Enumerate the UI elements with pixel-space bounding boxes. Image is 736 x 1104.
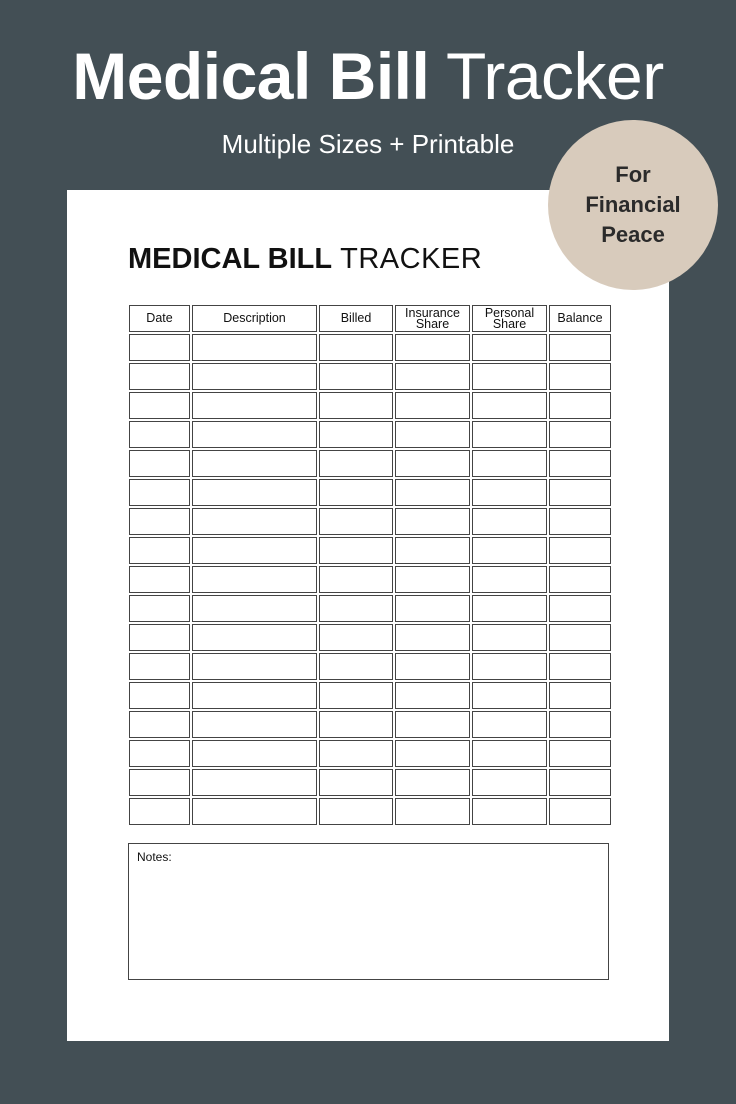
table-row: [129, 450, 611, 477]
cell-description[interactable]: [192, 624, 317, 651]
cell-description[interactable]: [192, 479, 317, 506]
cell-date[interactable]: [129, 334, 190, 361]
cell-insurance-share[interactable]: [395, 363, 470, 390]
cell-billed[interactable]: [319, 653, 393, 680]
cell-personal-share[interactable]: [472, 363, 547, 390]
cell-description[interactable]: [192, 653, 317, 680]
cell-personal-share[interactable]: [472, 566, 547, 593]
table-header-row: [129, 305, 611, 332]
cell-description[interactable]: [192, 798, 317, 825]
banner-title: [0, 38, 736, 114]
cell-description[interactable]: [192, 537, 317, 564]
column-header-billed: Billed: [319, 305, 393, 332]
cell-insurance-share[interactable]: [395, 479, 470, 506]
table-row: [129, 479, 611, 506]
cell-description[interactable]: [192, 595, 317, 622]
table-row: [129, 566, 611, 593]
cell-insurance-share[interactable]: [395, 421, 470, 448]
cell-personal-share[interactable]: [472, 392, 547, 419]
cell-insurance-share[interactable]: [395, 450, 470, 477]
cell-description[interactable]: [192, 392, 317, 419]
cell-insurance-share[interactable]: [395, 624, 470, 651]
column-header-date: Date: [129, 305, 190, 332]
cell-billed[interactable]: [319, 769, 393, 796]
cell-balance[interactable]: [549, 421, 611, 448]
cell-personal-share[interactable]: [472, 537, 547, 564]
badge-line: Peace: [601, 222, 665, 247]
cell-date[interactable]: [129, 392, 190, 419]
cell-billed[interactable]: [319, 537, 393, 564]
cell-personal-share[interactable]: [472, 421, 547, 448]
table-row: [129, 392, 611, 419]
cell-date[interactable]: [129, 450, 190, 477]
sheet-title: [128, 242, 482, 276]
cell-description[interactable]: [192, 363, 317, 390]
cell-balance[interactable]: [549, 392, 611, 419]
cell-balance[interactable]: [549, 595, 611, 622]
sheet-title-bold: MEDICAL BILL: [128, 243, 333, 275]
table-row: [129, 769, 611, 796]
badge-line: For: [615, 162, 651, 187]
cell-balance[interactable]: [549, 769, 611, 796]
cell-balance[interactable]: [549, 740, 611, 767]
table-row: [129, 653, 611, 680]
cell-date[interactable]: [129, 682, 190, 709]
cell-billed[interactable]: [319, 392, 393, 419]
column-header-balance: Balance: [549, 305, 611, 332]
cell-description[interactable]: [192, 508, 317, 535]
cell-billed[interactable]: [319, 798, 393, 825]
table-row: [129, 421, 611, 448]
cell-insurance-share[interactable]: [395, 682, 470, 709]
cell-insurance-share[interactable]: [395, 595, 470, 622]
cell-date[interactable]: [129, 566, 190, 593]
banner-title-bold: Medical Bill: [72, 39, 430, 113]
cell-personal-share[interactable]: [472, 711, 547, 738]
table-row: [129, 740, 611, 767]
cell-date[interactable]: [129, 653, 190, 680]
notes-label: Notes:: [137, 850, 172, 864]
table-row: [129, 363, 611, 390]
cell-insurance-share[interactable]: [395, 537, 470, 564]
cell-insurance-share[interactable]: [395, 769, 470, 796]
table-row: [129, 595, 611, 622]
cell-personal-share[interactable]: [472, 682, 547, 709]
cell-balance[interactable]: [549, 363, 611, 390]
cell-insurance-share[interactable]: [395, 798, 470, 825]
cell-description[interactable]: [192, 711, 317, 738]
cell-balance[interactable]: [549, 450, 611, 477]
table-row: [129, 508, 611, 535]
cell-balance[interactable]: [549, 334, 611, 361]
cell-date[interactable]: [129, 537, 190, 564]
cell-personal-share[interactable]: [472, 595, 547, 622]
cell-description[interactable]: [192, 566, 317, 593]
cell-balance[interactable]: [549, 682, 611, 709]
cell-insurance-share[interactable]: [395, 334, 470, 361]
for-financial-peace-badge: [548, 120, 718, 290]
notes-box[interactable]: [128, 843, 609, 980]
cell-insurance-share[interactable]: [395, 653, 470, 680]
cell-personal-share[interactable]: [472, 798, 547, 825]
badge-line: Financial: [585, 192, 681, 217]
tracker-table: [127, 303, 613, 827]
cell-date[interactable]: [129, 363, 190, 390]
cell-billed[interactable]: [319, 450, 393, 477]
cell-insurance-share[interactable]: [395, 711, 470, 738]
table-row: [129, 711, 611, 738]
cell-personal-share[interactable]: [472, 624, 547, 651]
cell-description[interactable]: [192, 682, 317, 709]
table-row: [129, 624, 611, 651]
cell-billed[interactable]: [319, 421, 393, 448]
table-row: [129, 798, 611, 825]
cell-description[interactable]: [192, 334, 317, 361]
cell-personal-share[interactable]: [472, 653, 547, 680]
cell-balance[interactable]: [549, 479, 611, 506]
cell-date[interactable]: [129, 798, 190, 825]
table-row: [129, 334, 611, 361]
cell-billed[interactable]: [319, 566, 393, 593]
cell-date[interactable]: [129, 508, 190, 535]
cell-insurance-share[interactable]: [395, 392, 470, 419]
cell-balance[interactable]: [549, 624, 611, 651]
cell-date[interactable]: [129, 769, 190, 796]
cell-balance[interactable]: [549, 798, 611, 825]
cell-billed[interactable]: [319, 624, 393, 651]
cell-date[interactable]: [129, 479, 190, 506]
cell-personal-share[interactable]: [472, 740, 547, 767]
cell-billed[interactable]: [319, 740, 393, 767]
column-header-insurance-share: Insurance Share: [395, 305, 470, 332]
cell-date[interactable]: [129, 740, 190, 767]
cell-balance[interactable]: [549, 653, 611, 680]
cell-billed[interactable]: [319, 334, 393, 361]
cell-personal-share[interactable]: [472, 450, 547, 477]
cell-date[interactable]: [129, 624, 190, 651]
cell-billed[interactable]: [319, 363, 393, 390]
sheet-title-light: TRACKER: [340, 243, 483, 275]
banner-subtitle: Multiple Sizes + Printable: [221, 129, 515, 159]
cell-personal-share[interactable]: [472, 334, 547, 361]
cell-insurance-share[interactable]: [395, 508, 470, 535]
table-row: [129, 537, 611, 564]
cell-insurance-share[interactable]: [395, 566, 470, 593]
cell-description[interactable]: [192, 421, 317, 448]
cell-billed[interactable]: [319, 711, 393, 738]
banner-title-light: Tracker: [446, 39, 664, 113]
cell-billed[interactable]: [319, 595, 393, 622]
cell-personal-share[interactable]: [472, 769, 547, 796]
cell-description[interactable]: [192, 450, 317, 477]
printable-sheet: [67, 190, 669, 1041]
cell-date[interactable]: [129, 711, 190, 738]
cell-balance[interactable]: [549, 508, 611, 535]
cell-description[interactable]: [192, 769, 317, 796]
cell-date[interactable]: [129, 595, 190, 622]
cell-billed[interactable]: [319, 479, 393, 506]
cell-personal-share[interactable]: [472, 479, 547, 506]
cell-balance[interactable]: [549, 537, 611, 564]
table-row: [129, 682, 611, 709]
cell-insurance-share[interactable]: [395, 740, 470, 767]
column-header-personal-share: Personal Share: [472, 305, 547, 332]
cell-billed[interactable]: [319, 508, 393, 535]
cell-personal-share[interactable]: [472, 508, 547, 535]
column-header-description: Description: [192, 305, 317, 332]
cell-date[interactable]: [129, 421, 190, 448]
cell-billed[interactable]: [319, 682, 393, 709]
cell-balance[interactable]: [549, 566, 611, 593]
cell-description[interactable]: [192, 740, 317, 767]
cell-balance[interactable]: [549, 711, 611, 738]
